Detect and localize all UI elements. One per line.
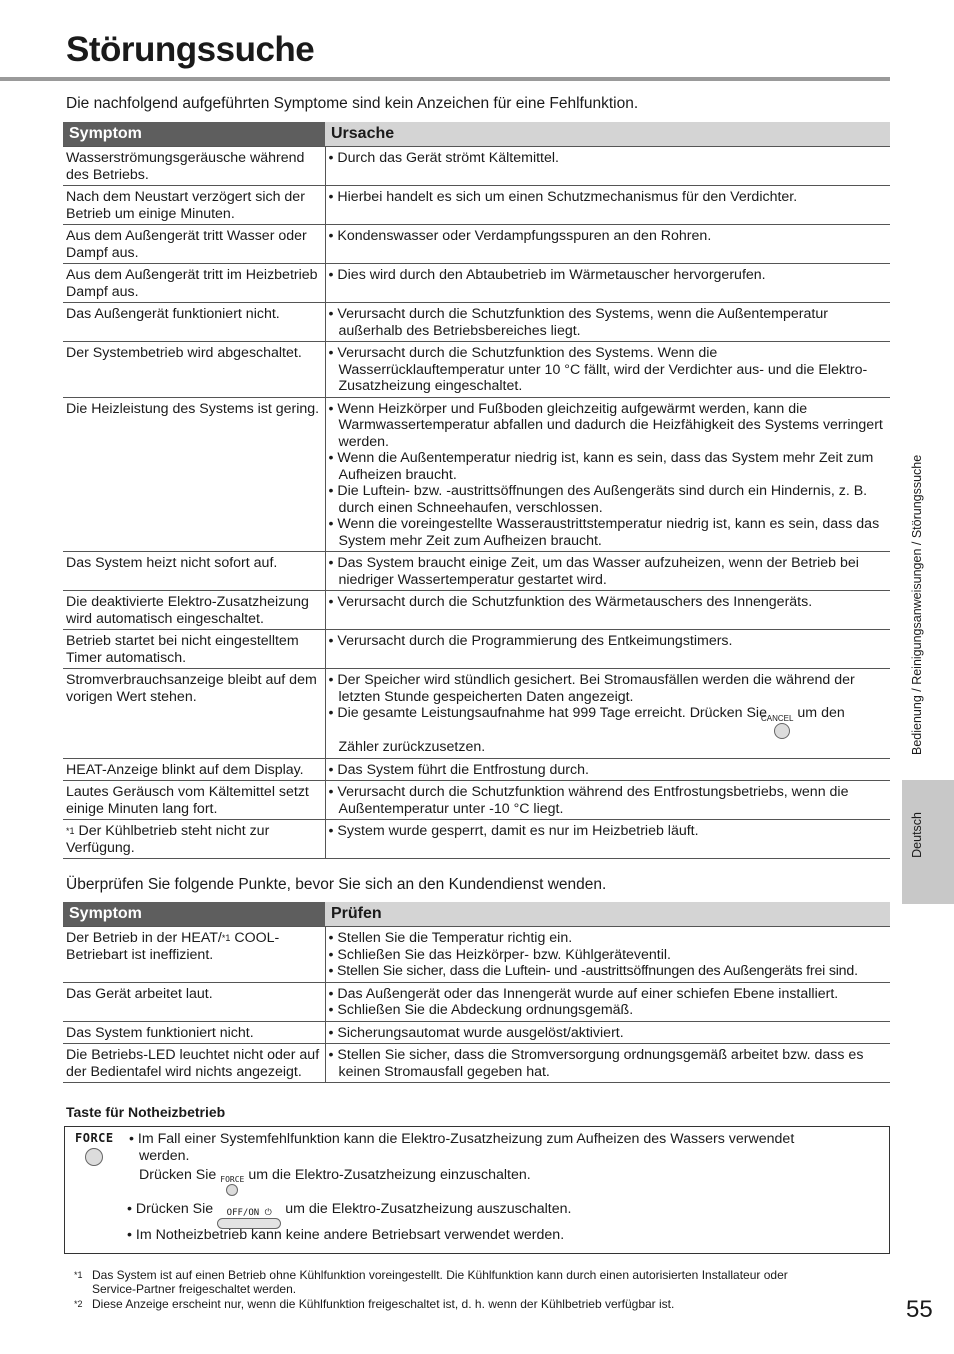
cause-line: • Verursacht durch die Programmierung des Entkeimungstimers.: [328, 633, 733, 649]
table-row: [63, 758, 890, 781]
table-row: [63, 225, 890, 264]
offon-label: OFF/ON ⏻: [226, 1208, 272, 1218]
emergency-box: [64, 1126, 890, 1254]
footnote-mark: *2: [74, 1299, 83, 1309]
table-row: [63, 781, 890, 820]
check-cell: [325, 982, 890, 1021]
emergency-line: werden.: [139, 1148, 190, 1164]
symptom-cell: Das System heizt nicht sofort auf.: [63, 552, 325, 591]
cause-cell: [325, 820, 890, 859]
cause-line: • Verursacht durch die Schutzfunktion des Systems. Wenn die Wasserrücklauftemperatur unter 10 °C fällt, wird der Verdichter aus- und die Elektro-Zusatzheizung eingeschaltet.: [328, 345, 868, 394]
cause-line: • Das System führt die Entfrostung durch.: [328, 761, 589, 778]
emergency-text: um die Elektro-Zusatzheizung einzuschalten.: [248, 1167, 531, 1183]
symptom-text: Der Betrieb in der HEAT/: [66, 930, 222, 946]
symptom-text: COOL-Betriebart ist ineffizient.: [66, 930, 280, 963]
cause-text: um den Zähler zurückzusetzen.: [338, 705, 845, 755]
cause-line: • Hierbei handelt es sich um einen Schutzmechanismus für den Verdichter.: [328, 189, 798, 205]
cause-line: • System wurde gesperrt, damit es nur im Heizbetrieb läuft.: [328, 823, 699, 839]
cause-line: • Verursacht durch die Schutzfunktion während des Entfrostungsbetriebs, wenn die Außentemperatur unter -10 °C liegt.: [328, 784, 849, 817]
emergency-line: [139, 1167, 531, 1196]
emergency-line: • Im Fall einer Systemfehlfunktion kann die Elektro-Zusatzheizung zum Aufheizen des Wassers verwendet: [129, 1131, 795, 1147]
cause-line: • Wenn die Außentemperatur niedrig ist, kann es sein, dass das System mehr Zeit zum Aufheizen braucht.: [328, 450, 874, 483]
symptom-cell: Das System funktioniert nicht.: [63, 1021, 325, 1044]
cause-cell: [325, 591, 890, 630]
force-label: FORCE: [220, 1175, 245, 1184]
cause-cell: [325, 552, 890, 591]
page-title: Störungssuche: [66, 30, 315, 69]
footnote-text: [92, 1268, 892, 1296]
symptom-cell: Aus dem Außengerät tritt Wasser oder Dampf aus.: [63, 225, 325, 264]
check-line: • Stellen Sie sicher, dass die Stromversorgung ordnungsgemäß arbeitet bzw. dass es keinen Stromausfall gegeben hat.: [328, 1047, 864, 1080]
cancel-button-illustration: [760, 714, 794, 739]
footnote-line: Das System ist auf einen Betrieb ohne Kühlfunktion voreingestellt. Die Kühlfunktion kann durch einen autorisierten Installateur oder: [92, 1268, 788, 1282]
cause-cell: [325, 342, 890, 398]
check-line: • Schließen Sie das Heizkörper- bzw. Kühlgeräteventil.: [328, 946, 671, 963]
cause-text: • Die gesamte Leistungsaufnahme hat 999 Tage erreicht. Drücken Sie: [328, 705, 767, 721]
cause-line: • Dies wird durch den Abtaubetrieb im Wärmetauscher hervorgerufen.: [328, 267, 766, 283]
table-row: [63, 982, 890, 1021]
table-row: [63, 630, 890, 669]
cause-cell: [325, 303, 890, 342]
check-cell: [325, 1044, 890, 1083]
cause-line: • Wenn die voreingestellte Wasseraustrittstemperatur niedrig ist, kann es sein, dass das System mehr Zeit zum Aufheizen braucht.: [328, 516, 880, 549]
check-cell: [325, 927, 890, 983]
cause-cell: [325, 669, 890, 759]
check-line: • Schließen Sie die Abdeckung ordnungsgemäß.: [328, 1002, 634, 1018]
symptom-cell: Das Außengerät funktioniert nicht.: [63, 303, 325, 342]
cause-cell: [325, 264, 890, 303]
emergency-heading: Taste für Notheizbetrieb: [66, 1104, 226, 1120]
intro-text: Die nachfolgend aufgeführten Symptome sind kein Anzeichen für eine Fehlfunktion.: [66, 95, 639, 112]
force-button-illustration: [75, 1131, 114, 1166]
table-row: [63, 397, 890, 552]
cause-line: • Die Luftein- bzw. -austrittsöffnungen des Außengeräts sind durch ein Hindernis, z. B. durch einen Schneehaufen, verschlossen.: [328, 483, 868, 516]
table-row: [63, 1021, 890, 1044]
check-line: • Sicherungsautomat wurde ausgelöst/aktiviert.: [328, 1024, 624, 1041]
footnote-line: Service-Partner freigeschaltet werden.: [92, 1282, 297, 1296]
symptom-cell: Aus dem Außengerät tritt im Heizbetrieb Dampf aus.: [63, 264, 325, 303]
symptom-text: Der Kühlbetrieb steht nicht zur Verfügung.: [66, 823, 270, 856]
cause-cell: [325, 225, 890, 264]
table-row: [63, 186, 890, 225]
symptom-cause-table: [63, 122, 890, 859]
emergency-line: • Im Notheizbetrieb kann keine andere Betriebsart verwendet werden.: [127, 1227, 565, 1243]
symptom-cell: Lautes Geräusch vom Kältemittel setzt einige Minuten lang fort.: [63, 781, 325, 820]
force-label: FORCE: [75, 1131, 114, 1145]
table-row: [63, 669, 890, 759]
emergency-text: • Drücken Sie: [127, 1201, 214, 1217]
footnote-mark: *1: [74, 1270, 83, 1280]
emergency-line: [127, 1201, 571, 1229]
cancel-label: CANCEL: [760, 714, 794, 723]
table-row: [63, 591, 890, 630]
cause-cell: [325, 758, 890, 781]
cause-cell: [325, 630, 890, 669]
cause-line: • Durch das Gerät strömt Kältemittel.: [328, 150, 559, 166]
intro-text-2: Überprüfen Sie folgende Punkte, bevor Sie sich an den Kundendienst wenden.: [66, 876, 607, 893]
round-button-icon: [774, 723, 790, 739]
cause-line: • Das System braucht einige Zeit, um das Wasser aufzuheizen, wenn der Betrieb bei niedriger Wassertemperatur gestartet wird.: [328, 555, 859, 588]
emergency-text: um die Elektro-Zusatzheizung auszuschalten.: [285, 1201, 572, 1217]
cause-cell: [325, 397, 890, 552]
symptom-check-table: [63, 902, 890, 1083]
title-rule: [0, 77, 890, 81]
symptom-cell: Das Gerät arbeitet laut.: [63, 982, 325, 1021]
offon-button-illustration: [217, 1208, 281, 1229]
symptom-cell: Nach dem Neustart verzögert sich der Betrieb um einige Minuten.: [63, 186, 325, 225]
sidebar-section-path: Bedienung / Reinigungsanweisungen / Störungssuche: [910, 454, 924, 755]
footnote-ref: *1: [221, 933, 231, 943]
force-button-illustration: [220, 1175, 244, 1196]
header-symptom: Symptom: [63, 902, 325, 927]
header-pruefen: Prüfen: [325, 902, 890, 927]
table1-body: [63, 147, 890, 669]
table-row: [63, 1044, 890, 1083]
cause-cell: [325, 186, 890, 225]
table-row: [63, 303, 890, 342]
check-line: • Stellen Sie sicher, dass die Luftein- und -austrittsöffnungen des Außengeräts frei sind.: [328, 963, 858, 979]
check-line: • Das Außengerät oder das Innengerät wurde auf einer schiefen Ebene installiert.: [328, 985, 839, 1002]
table-row: [63, 820, 890, 859]
round-button-icon: [226, 1184, 238, 1196]
check-line: • Stellen Sie die Temperatur richtig ein.: [328, 930, 573, 946]
table-row: [63, 264, 890, 303]
check-cell: [325, 1021, 890, 1044]
cause-line: [329, 705, 888, 756]
emergency-text: Drücken Sie: [139, 1167, 217, 1183]
symptom-cell: Wasserströmungsgeräusche während des Betriebs.: [63, 147, 325, 186]
footnote-ref: *1: [66, 826, 75, 836]
footnote-text: Diese Anzeige erscheint nur, wenn die Kühlfunktion freigeschaltet ist, d. h. wenn der Kühlbetrieb verfügbar ist.: [92, 1297, 675, 1311]
page-number: 55: [906, 1296, 933, 1323]
table2-body: [63, 982, 890, 1083]
symptom-cell: [63, 820, 325, 859]
round-button-icon: [85, 1148, 103, 1166]
symptom-cell: Betrieb startet bei nicht eingestelltem Timer automatisch.: [63, 630, 325, 669]
table-row: [63, 342, 890, 398]
language-tab: [902, 780, 954, 904]
cause-line: • Wenn Heizkörper und Fußboden gleichzeitig aufgewärmt werden, kann die Warmwassertemperatur abfallen und dadurch die Heizfähigkeit des Systems verringert werden.: [328, 400, 883, 450]
symptom-cell: Die deaktivierte Elektro-Zusatzheizung wird automatisch eingeschaltet.: [63, 591, 325, 630]
header-ursache: Ursache: [325, 122, 890, 147]
symptom-cell: [63, 927, 325, 983]
cause-line: • Verursacht durch die Schutzfunktion des Wärmetauschers des Innengeräts.: [328, 594, 813, 610]
cause-cell: [325, 781, 890, 820]
language-tab-label: Deutsch: [910, 812, 924, 858]
table-row: [63, 927, 890, 983]
symptom-cell: Die Betriebs-LED leuchtet nicht oder auf der Bedientafel wird nichts angezeigt.: [63, 1044, 325, 1083]
symptom-cell: Stromverbrauchsanzeige bleibt auf dem vorigen Wert stehen.: [63, 669, 325, 759]
symptom-cell: Die Heizleistung des Systems ist gering.: [63, 397, 325, 552]
symptom-cell: Der Systembetrieb wird abgeschaltet.: [63, 342, 325, 398]
cause-line: • Verursacht durch die Schutzfunktion des Systems, wenn die Außentemperatur außerhalb des Betriebsbereiches liegt.: [328, 306, 828, 339]
table-row: [63, 147, 890, 186]
cause-cell: [325, 147, 890, 186]
header-symptom: Symptom: [63, 122, 325, 147]
cause-line: • Der Speicher wird stündlich gesichert. Bei Stromausfällen werden die während der letzten Stunde gespeicherten Daten angezeigt.: [328, 672, 855, 705]
symptom-cell: HEAT-Anzeige blinkt auf dem Display.: [63, 758, 325, 781]
cause-line: • Kondenswasser oder Verdampfungsspuren an den Rohren.: [328, 228, 712, 244]
table-row: [63, 552, 890, 591]
